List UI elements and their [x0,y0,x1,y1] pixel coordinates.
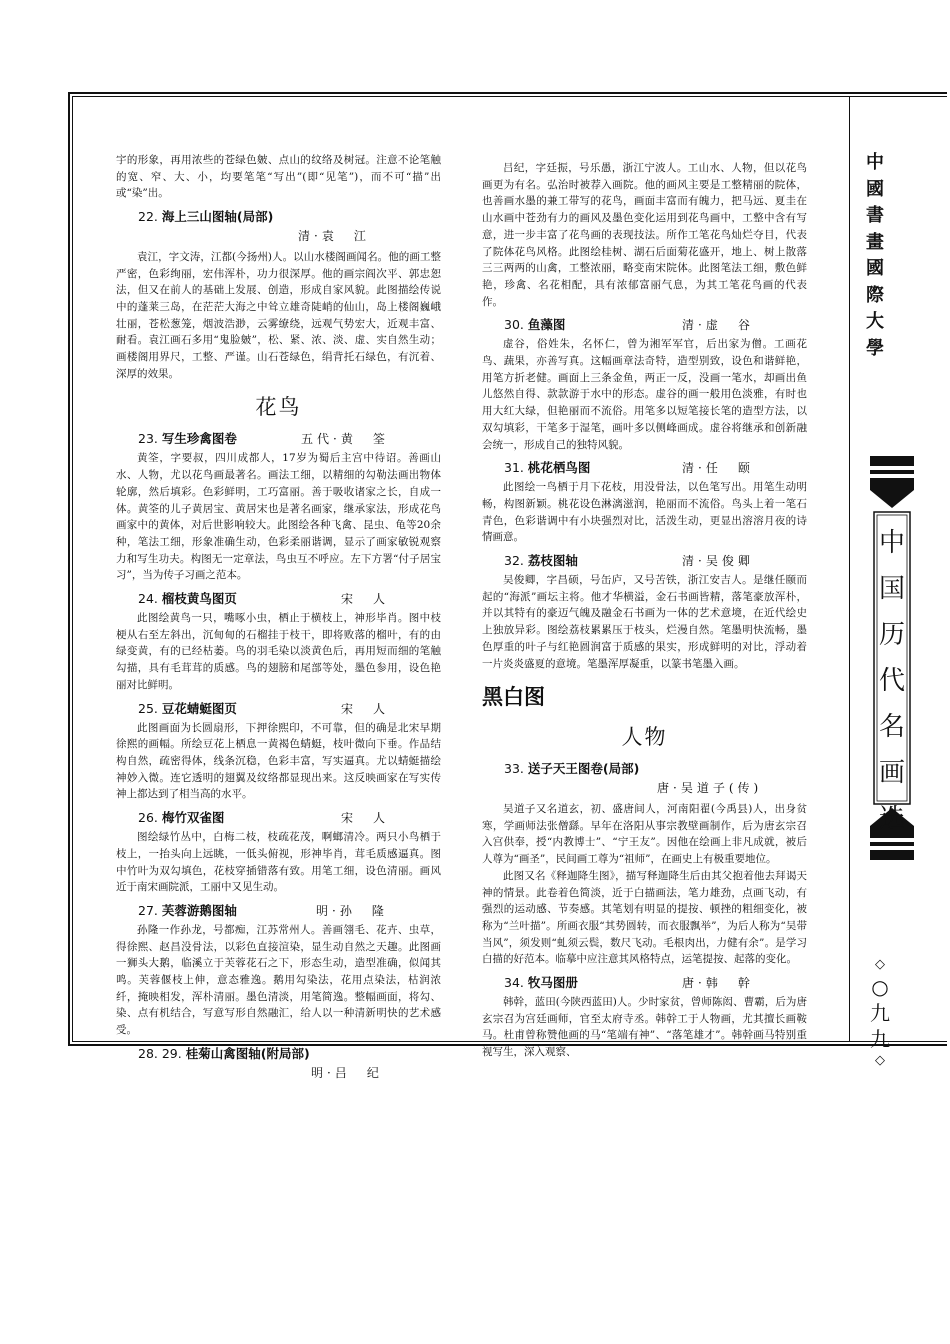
entry-number: 34. [504,975,524,991]
entry-heading-28-29 [116,1045,441,1063]
entry-heading-22 [116,208,441,226]
entry-title: 牧马图册 [527,975,578,991]
entry-text-23: 黄筌，字要叔，四川成都人，17岁为蜀后主宫中待诏。善画山水、人物，尤以花鸟画最著名。画法工细，以精细的勾勒法画出物体轮廓，然后填彩。色彩鲜明，工巧富丽。善于吸收诸家之长，自成一体。黄筌的儿子黄居宝、黄居宋也是著名画家，继承家法，形成花鸟画家中的黄体，对后世影响较大。此图绘各种飞禽、昆虫、龟等20余种，笔法工细，形象准确生动，色彩柔丽谐调，显示了画家敏锐观察力和写生功夫。构图无一定章法，鸟虫互不呼应。左下方署“付子居宝习”，当为传子习画之范本。 [116,452,441,582]
entry-text-32: 吴俊卿，字昌硕，号缶庐，又号苦铁，浙江安吉人。是继任颐而起的“海派”画坛主将。他才华横溢，金石书画皆精，落笔豪放浑朴，并以其特有的豪迈气魄及融金石书画为一体的艺术意境，在近代绘史上独放异彩。图绘荔枝累累压于枝头，烂漫自然。笔墨明快流畅，墨色厚重的叶子与红艳圆润富于质感的果实，形成鲜明的对比，浮动着一片炎炎盛夏的意境。笔墨浑厚凝重，以篆书笔墨入画。 [482,574,807,670]
section-title-figures: 人物 [621,725,668,750]
entry-text-27: 孙隆一作孙龙，号都痴，江苏常州人。善画翎毛、花卉、虫草，得徐熙、赵昌没骨法，以彩色直接渲染，显生动自然之天趣。此图画一狮头大鹅，临溪立于芙蓉花石之下，形态生动，造型准确，似闻其鸣。芙蓉偃枝上伸，意态雅逸。鹅用勾染法，花用点染法，枯润浓纤，掩映相发，浑朴清丽。墨色清淡，用笔简逸。整幅画面，将勾、染、点有机结合，写意写形自然融汇，给人以一种清新明快的艺术感受。 [116,923,441,1037]
banner-char: 画 [878,758,905,788]
banner-char: 国 [878,574,905,604]
entry-heading-33 [482,760,807,778]
entry-heading-26 [116,809,441,827]
page-number-char: ○ [871,975,889,999]
side-title-char: 國 [866,178,884,200]
left-intro-paragraph: 宇的形象，再用浓些的苍绿色皴、点山的纹络及树冠。注意不论笔触的宽、窄、大、小，均要笔笔“写出”(即“见笔”)，而不可“描”出或“染”出。 [116,154,441,200]
entry-title: 芙蓉游鹅图轴 [161,902,237,918]
entry-heading-24 [116,590,441,608]
entry-number: 24. [138,591,158,607]
banner-char: 代 [878,666,905,696]
entry-number: 22. [138,209,158,225]
entry-title: 桃花栖鸟图 [527,460,591,476]
entry-title: 梅竹双雀图 [161,810,225,826]
entry-title: 荔枝图轴 [527,553,578,569]
diamond-icon: ◇ [875,957,885,972]
banner-char: 历 [878,620,905,650]
entry-heading-31 [482,459,807,477]
entry-title: 榴枝黄鸟图页 [161,591,237,607]
entry-author: 宋 人 [341,592,390,607]
entry-title: 桂菊山禽图轴(附局部) [185,1045,310,1061]
entry-heading-25 [116,700,441,718]
entry-author: 清·袁 江 [298,229,370,244]
side-title-char: 學 [866,337,884,359]
entry-number: 23. [138,431,158,447]
page-number-vertical [864,956,896,1070]
side-title-char: 中 [866,152,884,173]
side-title-char: 書 [866,205,884,226]
entry-title: 写生珍禽图卷 [161,431,237,447]
banner-char: 选 [878,804,905,834]
entry-title: 海上三山图轴(局部) [161,209,274,225]
entry-heading-34 [482,974,807,992]
entry-author: 唐·吴道子(传) [657,781,763,796]
banner-title-vertical [873,520,911,842]
entry-heading-27 [116,902,441,920]
banner-char: 中 [878,528,905,558]
right-column [482,160,807,1061]
side-title-vertical [860,150,890,362]
entry-number: 32. [504,553,524,569]
entry-text-22: 袁江，字文涛，江都(今扬州)人。以山水楼阁画闻名。他的画工整严密，色彩绚丽，宏伟浑朴，功力很深厚。他的画宗阎次平、郭忠恕法，但又在前人的基础上发展、创造，形成自家风貌。此图描绘传说中的蓬莱三岛，在茫茫大海之中耸立雄奇陡峭的仙山，岛上楼阁巍峨壮丽，苍松葱笼，烟波浩渺，云雾缭绕，远观气势宏大，近观丰富、耐看。袁江画石多用“鬼脸皴”，松、紧、浓、淡、虚、实自然生动；画楼阁用界尺，工整、严谨。山石苍绿色，绢背托石绿色，有沉着、深厚的效果。 [116,250,441,380]
entry-heading-30 [482,316,807,334]
entry-text-24: 此图绘黄鸟一只，嘴啄小虫，栖止于横枝上，神形毕肖。图中枝梗从右至左斜出，沉甸甸的石榴挂于枝干，即将败落的榴叶，有的由绿变黄，有的已经枯萎。鸟的羽毛染以淡黄色后，再用短而细的笔触勾描，具有毛茸茸的质感。鸟的翅膀和尾部等处，墨色参用，设色艳丽对比鲜明。 [116,612,441,691]
side-title-char: 際 [866,284,884,306]
side-title-char: 畫 [866,231,884,253]
entry-author: 明·孙 隆 [316,903,388,918]
left-column [116,152,441,1086]
entry-text-33b: 此图又名《释迦降生图》，描写释迦降生后由其父抱着他去拜谒天神的情景。此卷着色简淡，近于白描画法，笔力雄劲，点画飞动，有强烈的运动感、节奏感。其笔划有明显的提按、顿挫的粗细变化，被称为“兰叶描”。所画衣服“其势圆转，而衣服飘举”，为后人称为“吴带当风”，须发则“虬须云鬓，数尺飞动。毛根肉出，力健有余”。是学习白描的好范本。临摹中应注意其风格特点，运笔提按、起落的变化。 [482,869,807,966]
page-number-char: 九 [870,1027,890,1051]
entry-text-25: 此图画面为长圆扇形，下押徐熙印，不可靠，但的确是北宋早期徐熙的画幅。所绘豆花上栖息一黄褐色蜻蜓，枝叶微向下垂。作品结构自然，疏密得体，线条沉稳，色彩丰富，写实逼真。尤以蜻蜓描绘神妙入微。连它透明的翅翼及纹络都显现出来。这反映画家在写实传神上都达到了相当高的水平。 [116,721,441,801]
entry-number: 26. [138,810,158,826]
entry-text-33a: 吴道子又名道玄，初、盛唐间人，河南阳翟(今禹县)人，出身贫寒，学画师法张僧繇。早年在洛阳从事宗教壁画制作，后为唐玄宗召入宫供奉，授“内教博士”、“宁王友”。因他在绘画上非凡成就，被后人尊为“画圣”，民间画工尊为“祖师”，在画史上有极重要地位。 [482,802,807,866]
entry-author: 明·吕 纪 [311,1065,383,1080]
entry-number: 25. [138,700,158,716]
entry-text-26: 图绘绿竹丛中，白梅二枝，枝疏花茂，啊螂清冷。两只小鸟栖于枝上，一抬头向上远眺，一低头俯视，形神毕肖，茸毛质感逼真。图中竹叶为双勾填色，花枝穿插错落有致。用笔工细，设色清丽。画风近于南宋画院派，工丽中又见生动。 [116,831,441,894]
right-intro-paragraph: 吕纪，字廷振，号乐愚，浙江宁波人。工山水、人物，但以花鸟画更为有名。弘治时被荐入画院。他的画风主要是工整精丽的院体，也善画水墨的兼工带写的花鸟，画面丰富而有魄力，把马远、夏圭在山水画中苍劲有力的画风及墨色变化运用到花鸟画中，工整中含有写意，进一步丰富了花鸟画的表现技法。所作工笔花鸟灿烂夺目，代表了院体花鸟风格。此图绘桂树、湖石后面菊花盛开，地上、树上散落三三两两的山禽，工整浓丽，略变南宋院体。此图笔法工细，敷色鲜艳，珍禽、名花相配，具有浓郁富丽气息，为其工笔花鸟画的代表作。 [482,162,807,308]
entry-author: 清·虚 谷 [682,318,754,333]
entry-text-34: 韩幹，蓝田(今陕西蓝田)人。少时家贫，曾师陈闳、曹霸，后为唐玄宗召为宫廷画师，官至太府寺丞。韩幹工于人物画，尤其擅长画鞍马。杜甫曾称赞他画的马“笔端有神”、“落笔雄才”。韩幹画马特别重视写生，深入观察、 [482,996,807,1059]
entry-text-31: 此图绘一鸟栖于月下花枝，用没骨法，以色笔写出。用笔生动明畅，构图新颖。桃花设色淋漓滋润，艳丽而不流俗。鸟头上着一笔石青色，色彩谐调中有小块强烈对比，活泼生动，更显出溶溶月夜的诗情画意。 [482,481,807,544]
entry-number: 28. 29. [138,1045,182,1061]
diamond-icon: ◇ [875,1053,885,1068]
entry-number: 27. [138,902,158,918]
entry-author: 五代·黄 筌 [301,432,389,447]
entry-title: 豆花蜻蜓图页 [161,700,237,716]
section-title-black-white: 黑白图 [482,685,545,710]
section-title-flowers-birds: 花鸟 [255,395,302,420]
entry-author: 清·吴俊卿 [682,554,754,569]
entry-author: 宋 人 [341,701,390,716]
entry-number: 31. [504,460,524,476]
side-title-char: 國 [866,258,884,279]
spine-divider [849,96,850,1042]
entry-heading-32 [482,552,807,570]
entry-author: 唐·韩 幹 [682,976,754,991]
side-title-char: 大 [866,311,884,332]
banner-char: 名 [878,712,905,742]
entry-author: 清·任 颐 [682,461,754,476]
entry-author: 宋 人 [341,811,390,826]
entry-text-30: 虚谷，俗姓朱，名怀仁，曾为湘军军官，后出家为僧。工画花鸟、蔬果，亦善写真。这幅画章法奇特，造型别致，设色和谐鲜艳，用笔方折老健。画面上三条金鱼，两正一反，没画一笔水，却画出鱼儿悠然自得、款款游于水中的形态。虚谷的画一般用色淡雅，有时也用大红大绿，但艳丽而不流俗。用笔多以短笔接长笔的造型方法，以双勾填彩，干笔多于湿笔，画叶多以侧峰画成。虚谷将继承和创新融会统一，形成自己的独特风貌。 [482,338,807,451]
entry-number: 30. [504,317,524,333]
entry-number: 33. [504,761,524,777]
entry-heading-23 [116,430,441,448]
entry-title: 送子天王图卷(局部) [527,761,640,777]
page-number-char: 九 [870,1001,890,1025]
entry-title: 鱼藻图 [527,317,566,333]
